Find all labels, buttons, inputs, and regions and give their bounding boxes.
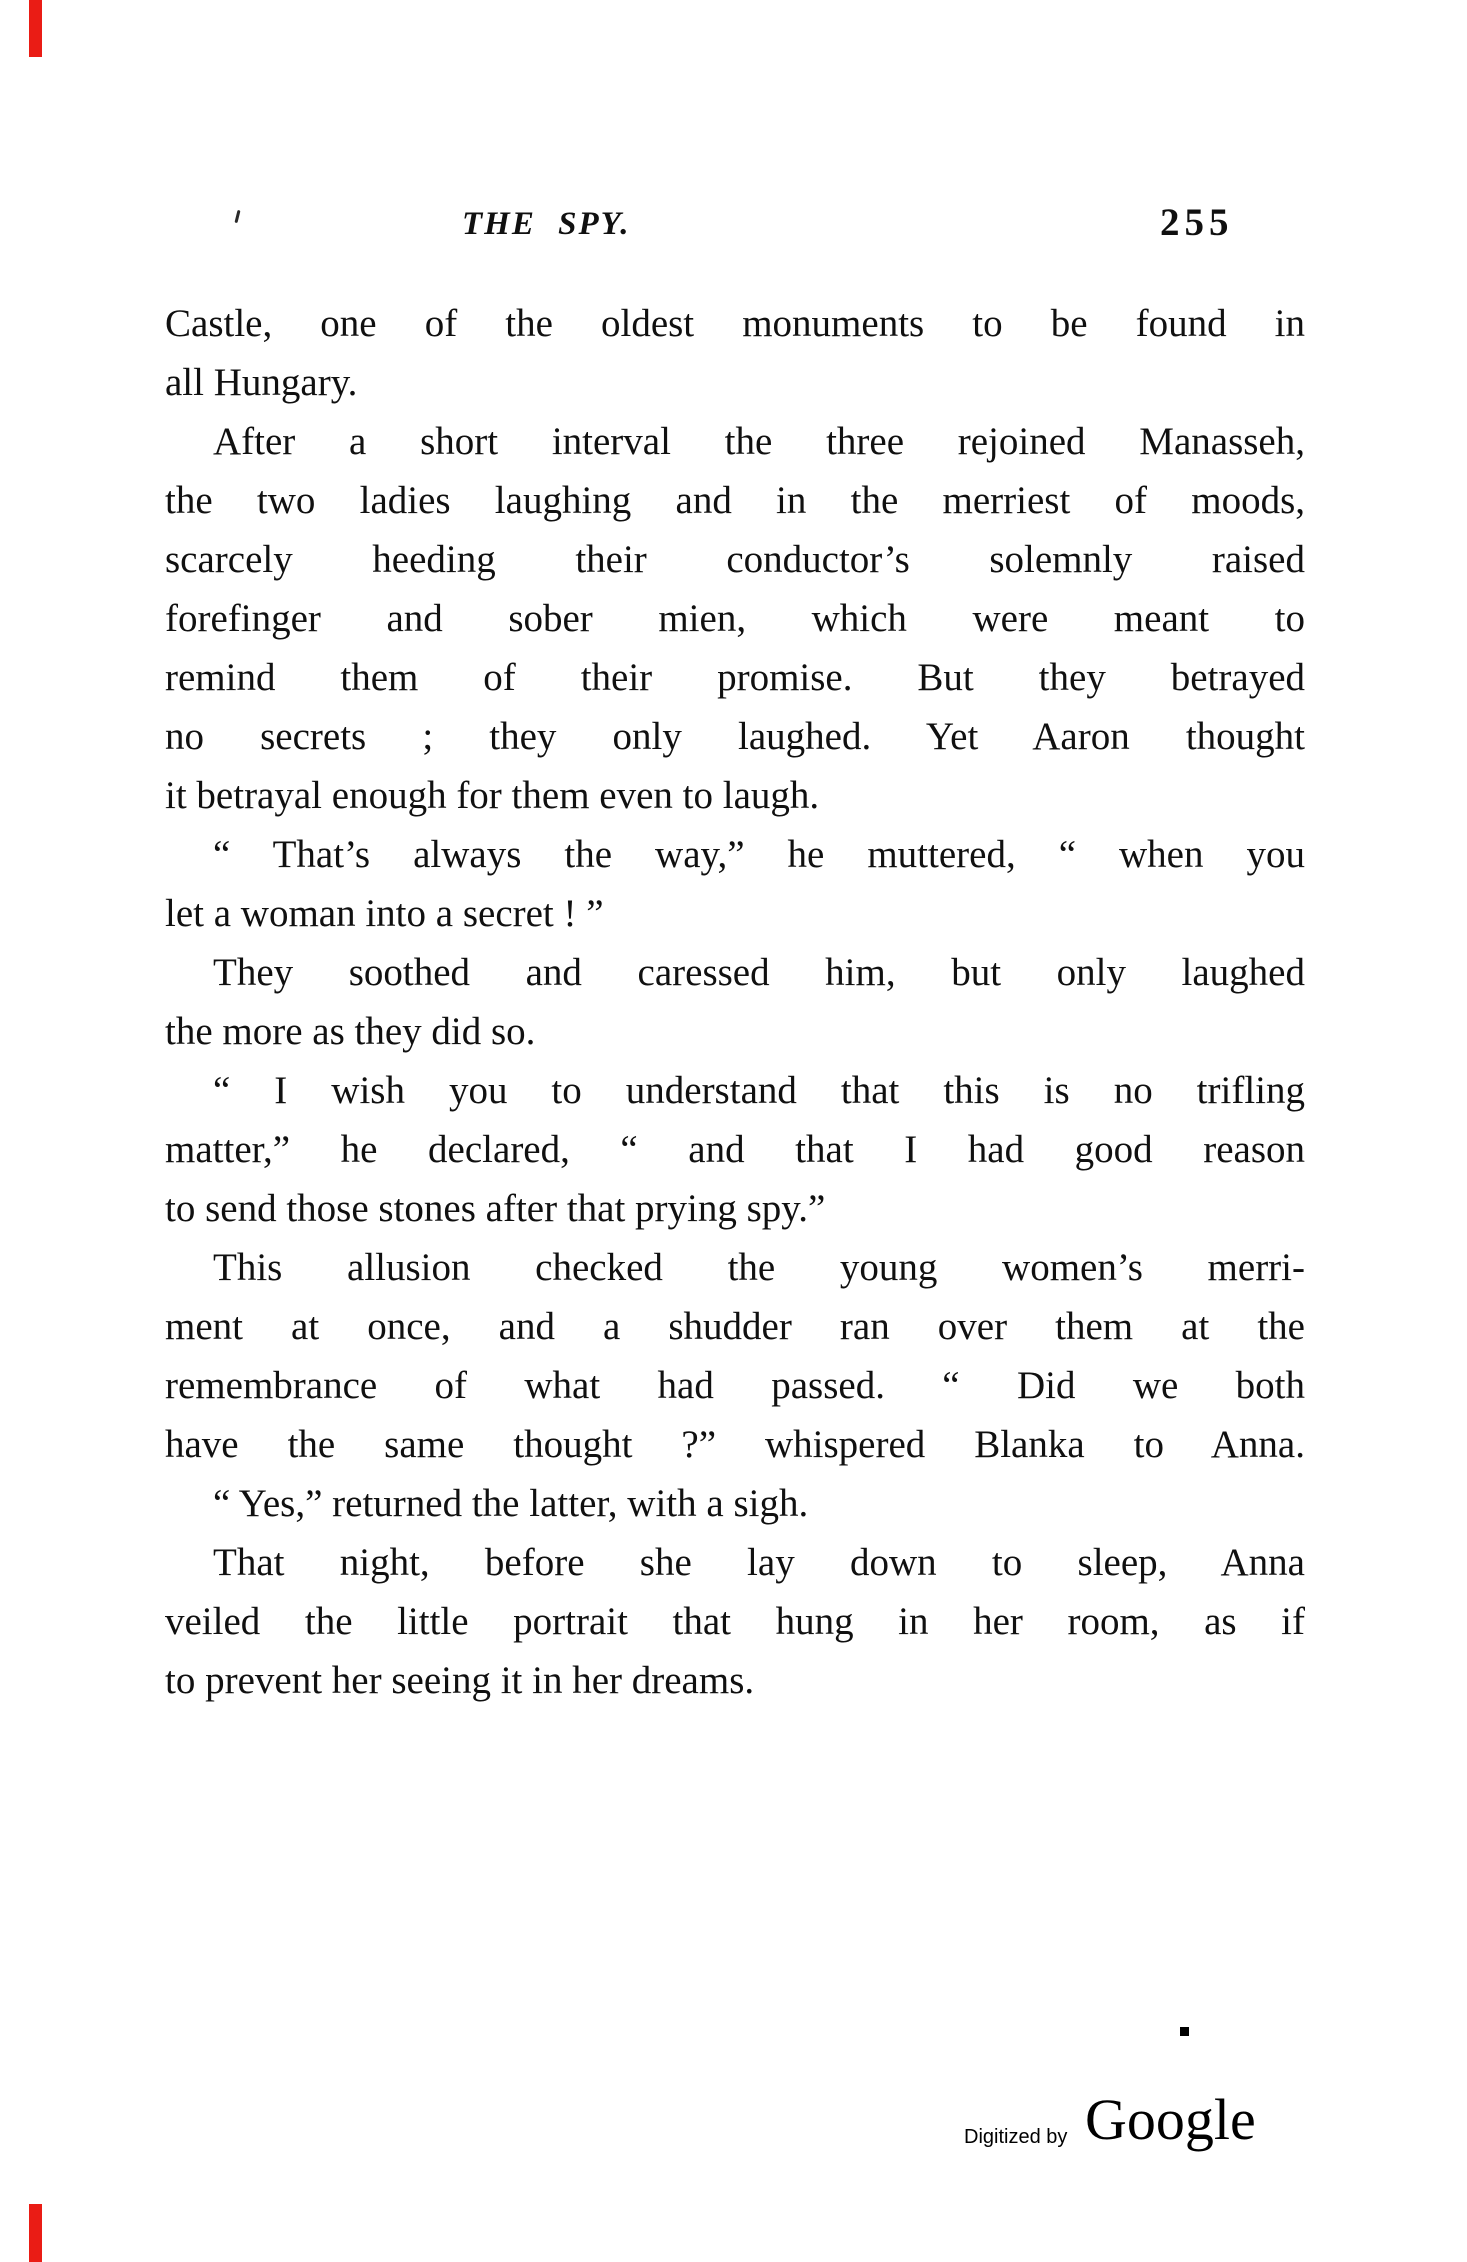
text-line: This allusion checked the young women’s merri- <box>213 1246 1305 1289</box>
page-body-text <box>165 294 1305 1710</box>
page-number: 255 <box>1160 201 1234 244</box>
google-logo: Google <box>1085 2087 1256 2152</box>
text-line: let a woman into a secret ! ” <box>165 892 604 935</box>
text-line: scarcely heeding their conductor’s solemnly raised <box>165 538 1305 581</box>
text-line: remind them of their promise. But they betrayed <box>165 656 1305 699</box>
ink-dot-artifact <box>1180 2027 1189 2036</box>
running-title: THE SPY. <box>462 206 631 242</box>
text-line: “ That’s always the way,” he muttered, “ when you <box>213 833 1305 876</box>
text-line: Castle, one of the oldest monuments to be found in <box>165 302 1305 345</box>
text-line: remembrance of what had passed. “ Did we both <box>165 1364 1305 1407</box>
text-line: forefinger and sober mien, which were meant to <box>165 597 1305 640</box>
text-line: to send those stones after that prying spy.” <box>165 1187 826 1230</box>
text-line: They soothed and caressed him, but only laughed <box>213 951 1305 994</box>
text-line: “ I wish you to understand that this is no trifling <box>213 1069 1305 1112</box>
text-line: it betrayal enough for them even to laugh. <box>165 774 820 817</box>
text-line: veiled the little portrait that hung in her room, as if <box>165 1600 1305 1643</box>
text-line: matter,” he declared, “ and that I had good reason <box>165 1128 1305 1171</box>
text-line: the more as they did so. <box>165 1010 536 1053</box>
text-line: “ Yes,” returned the latter, with a sigh. <box>213 1482 809 1525</box>
digitized-by-label: Digitized by <box>964 2126 1068 2148</box>
scan-edge-mark-bottom <box>29 2204 42 2262</box>
text-line: all Hungary. <box>165 361 358 404</box>
text-line: ment at once, and a shudder ran over them at the <box>165 1305 1305 1348</box>
text-line: the two ladies laughing and in the merriest of moods, <box>165 479 1305 522</box>
text-line: After a short interval the three rejoined Manasseh, <box>213 420 1305 463</box>
text-line: That night, before she lay down to sleep, Anna <box>213 1541 1305 1584</box>
text-line: no secrets ; they only laughed. Yet Aaron thought <box>165 715 1305 758</box>
scan-edge-mark-top <box>29 0 42 57</box>
text-line: have the same thought ?” whispered Blanka to Anna. <box>165 1423 1305 1466</box>
text-line: to prevent her seeing it in her dreams. <box>165 1659 755 1702</box>
scan-tick-artifact <box>234 210 240 223</box>
